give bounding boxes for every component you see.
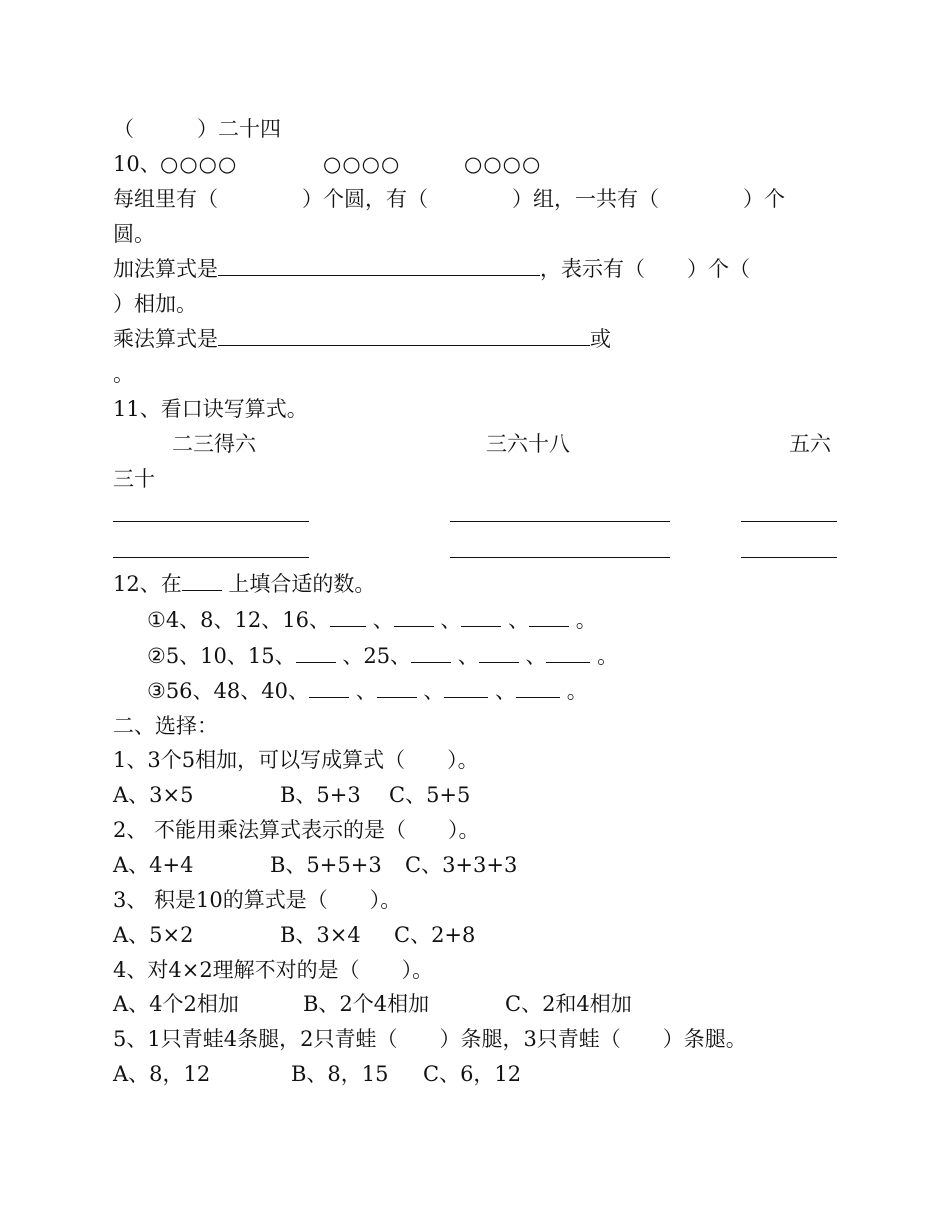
answer-line[interactable] xyxy=(741,557,837,558)
q10-line1: 每组里有（ ）个圆，有（ ）组，一共有（ ）个 xyxy=(113,187,785,211)
option-c[interactable]: C、3+3+3 xyxy=(405,853,518,877)
seq2-mid: 、25、 xyxy=(342,644,412,668)
option-c[interactable]: C、2和4相加 xyxy=(505,992,632,1016)
answer-line[interactable] xyxy=(113,557,309,558)
seq3-blank-3[interactable] xyxy=(444,679,488,698)
sep: 、 xyxy=(372,608,394,632)
sample-blank xyxy=(182,572,222,591)
option-c[interactable]: C、6，12 xyxy=(423,1062,522,1086)
q11-item-1: 二三得六 xyxy=(172,432,256,456)
section-2-title: 二、选择： xyxy=(113,714,218,738)
choice-question-3: 3、 积是10的算式是（ ）。 xyxy=(113,888,402,912)
q12-title-suffix: 上填合适的数。 xyxy=(228,572,376,596)
answer-line[interactable] xyxy=(113,521,309,522)
multiplication-blank[interactable] xyxy=(218,327,590,346)
sep: 、 xyxy=(495,679,517,703)
seq2-blank-4[interactable] xyxy=(546,644,590,663)
seq1-blank-4[interactable] xyxy=(529,608,569,627)
mul-suffix: 或 xyxy=(590,327,611,351)
option-a[interactable]: A、5×2 xyxy=(113,923,194,947)
option-b[interactable]: B、3×4 xyxy=(280,923,361,947)
sequence-1 xyxy=(147,606,597,634)
option-b[interactable]: B、5+5+3 xyxy=(270,853,382,877)
q10-label: 10、 xyxy=(113,152,161,176)
option-b[interactable]: B、8，15 xyxy=(291,1062,389,1086)
seq3-prefix: ③56、48、40、 xyxy=(147,679,309,703)
choice-question-2: 2、 不能用乘法算式表示的是（ ）。 xyxy=(113,818,480,842)
option-c[interactable]: C、2+8 xyxy=(394,923,476,947)
sep: 、 xyxy=(423,679,445,703)
option-a[interactable]: A、4+4 xyxy=(113,853,194,877)
q11-item-3: 五六 xyxy=(789,432,831,456)
sep: 、 xyxy=(508,608,530,632)
end: 。 xyxy=(597,644,619,668)
circle-group-2: ○○○○ xyxy=(323,152,401,176)
q11-item-2: 三六十八 xyxy=(486,432,570,456)
seq3-blank-2[interactable] xyxy=(377,679,417,698)
q10-line1-wrap: 圆。 xyxy=(113,222,155,246)
seq1-blank-1[interactable] xyxy=(330,608,366,627)
circle-group-1: ○○○○ xyxy=(160,152,238,176)
answer-line[interactable] xyxy=(450,521,670,522)
add-prefix: 加法算式是 xyxy=(113,257,218,281)
choice-question-5: 5、1只青蛙4条腿，2只青蛙（ ）条腿，3只青蛙（ ）条腿。 xyxy=(113,1027,747,1051)
sequence-2 xyxy=(147,642,618,670)
sequence-3 xyxy=(147,677,588,705)
seq2-blank-1[interactable] xyxy=(296,644,336,663)
choice-question-4: 4、对4×2理解不对的是（ ）。 xyxy=(113,958,434,982)
mul-prefix: 乘法算式是 xyxy=(113,327,218,351)
q10-add-wrap: ）相加。 xyxy=(113,292,197,316)
sep: 、 xyxy=(355,679,377,703)
option-a[interactable]: A、8，12 xyxy=(113,1062,211,1086)
q9-tail: （ ）二十四 xyxy=(113,117,281,141)
q12-title-prefix: 12、在 xyxy=(113,572,182,596)
seq2-prefix: ②5、10、15、 xyxy=(147,644,296,668)
seq1-blank-3[interactable] xyxy=(461,608,501,627)
answer-line[interactable] xyxy=(450,557,670,558)
option-a[interactable]: A、3×5 xyxy=(113,783,194,807)
sep: 、 xyxy=(525,644,547,668)
circle-group-3: ○○○○ xyxy=(464,152,542,176)
seq2-blank-2[interactable] xyxy=(411,644,451,663)
q11-title: 11、看口诀写算式。 xyxy=(113,397,308,421)
add-suffix: ，表示有（ ）个（ xyxy=(540,257,750,281)
seq3-blank-4[interactable] xyxy=(516,679,560,698)
option-a[interactable]: A、4个2相加 xyxy=(113,992,239,1016)
option-b[interactable]: B、2个4相加 xyxy=(303,992,430,1016)
q10-mul-wrap: 。 xyxy=(113,362,134,386)
end: 。 xyxy=(566,679,588,703)
sep: 、 xyxy=(457,644,479,668)
end: 。 xyxy=(575,608,597,632)
sep: 、 xyxy=(440,608,462,632)
seq2-blank-3[interactable] xyxy=(479,644,519,663)
q11-item-3-wrap: 三十 xyxy=(113,467,155,491)
q10-addition-line xyxy=(113,255,750,283)
choice-question-1: 1、3个5相加，可以写成算式（ ）。 xyxy=(113,748,479,772)
q12-title xyxy=(113,570,375,598)
option-b[interactable]: B、5+3 xyxy=(280,783,361,807)
option-c[interactable]: C、5+5 xyxy=(389,783,471,807)
answer-line[interactable] xyxy=(741,521,837,522)
seq3-blank-1[interactable] xyxy=(309,679,349,698)
seq1-blank-2[interactable] xyxy=(394,608,434,627)
q10-multiplication-line xyxy=(113,325,611,353)
seq1-prefix: ①4、8、12、16、 xyxy=(147,608,330,632)
addition-blank[interactable] xyxy=(218,257,540,276)
